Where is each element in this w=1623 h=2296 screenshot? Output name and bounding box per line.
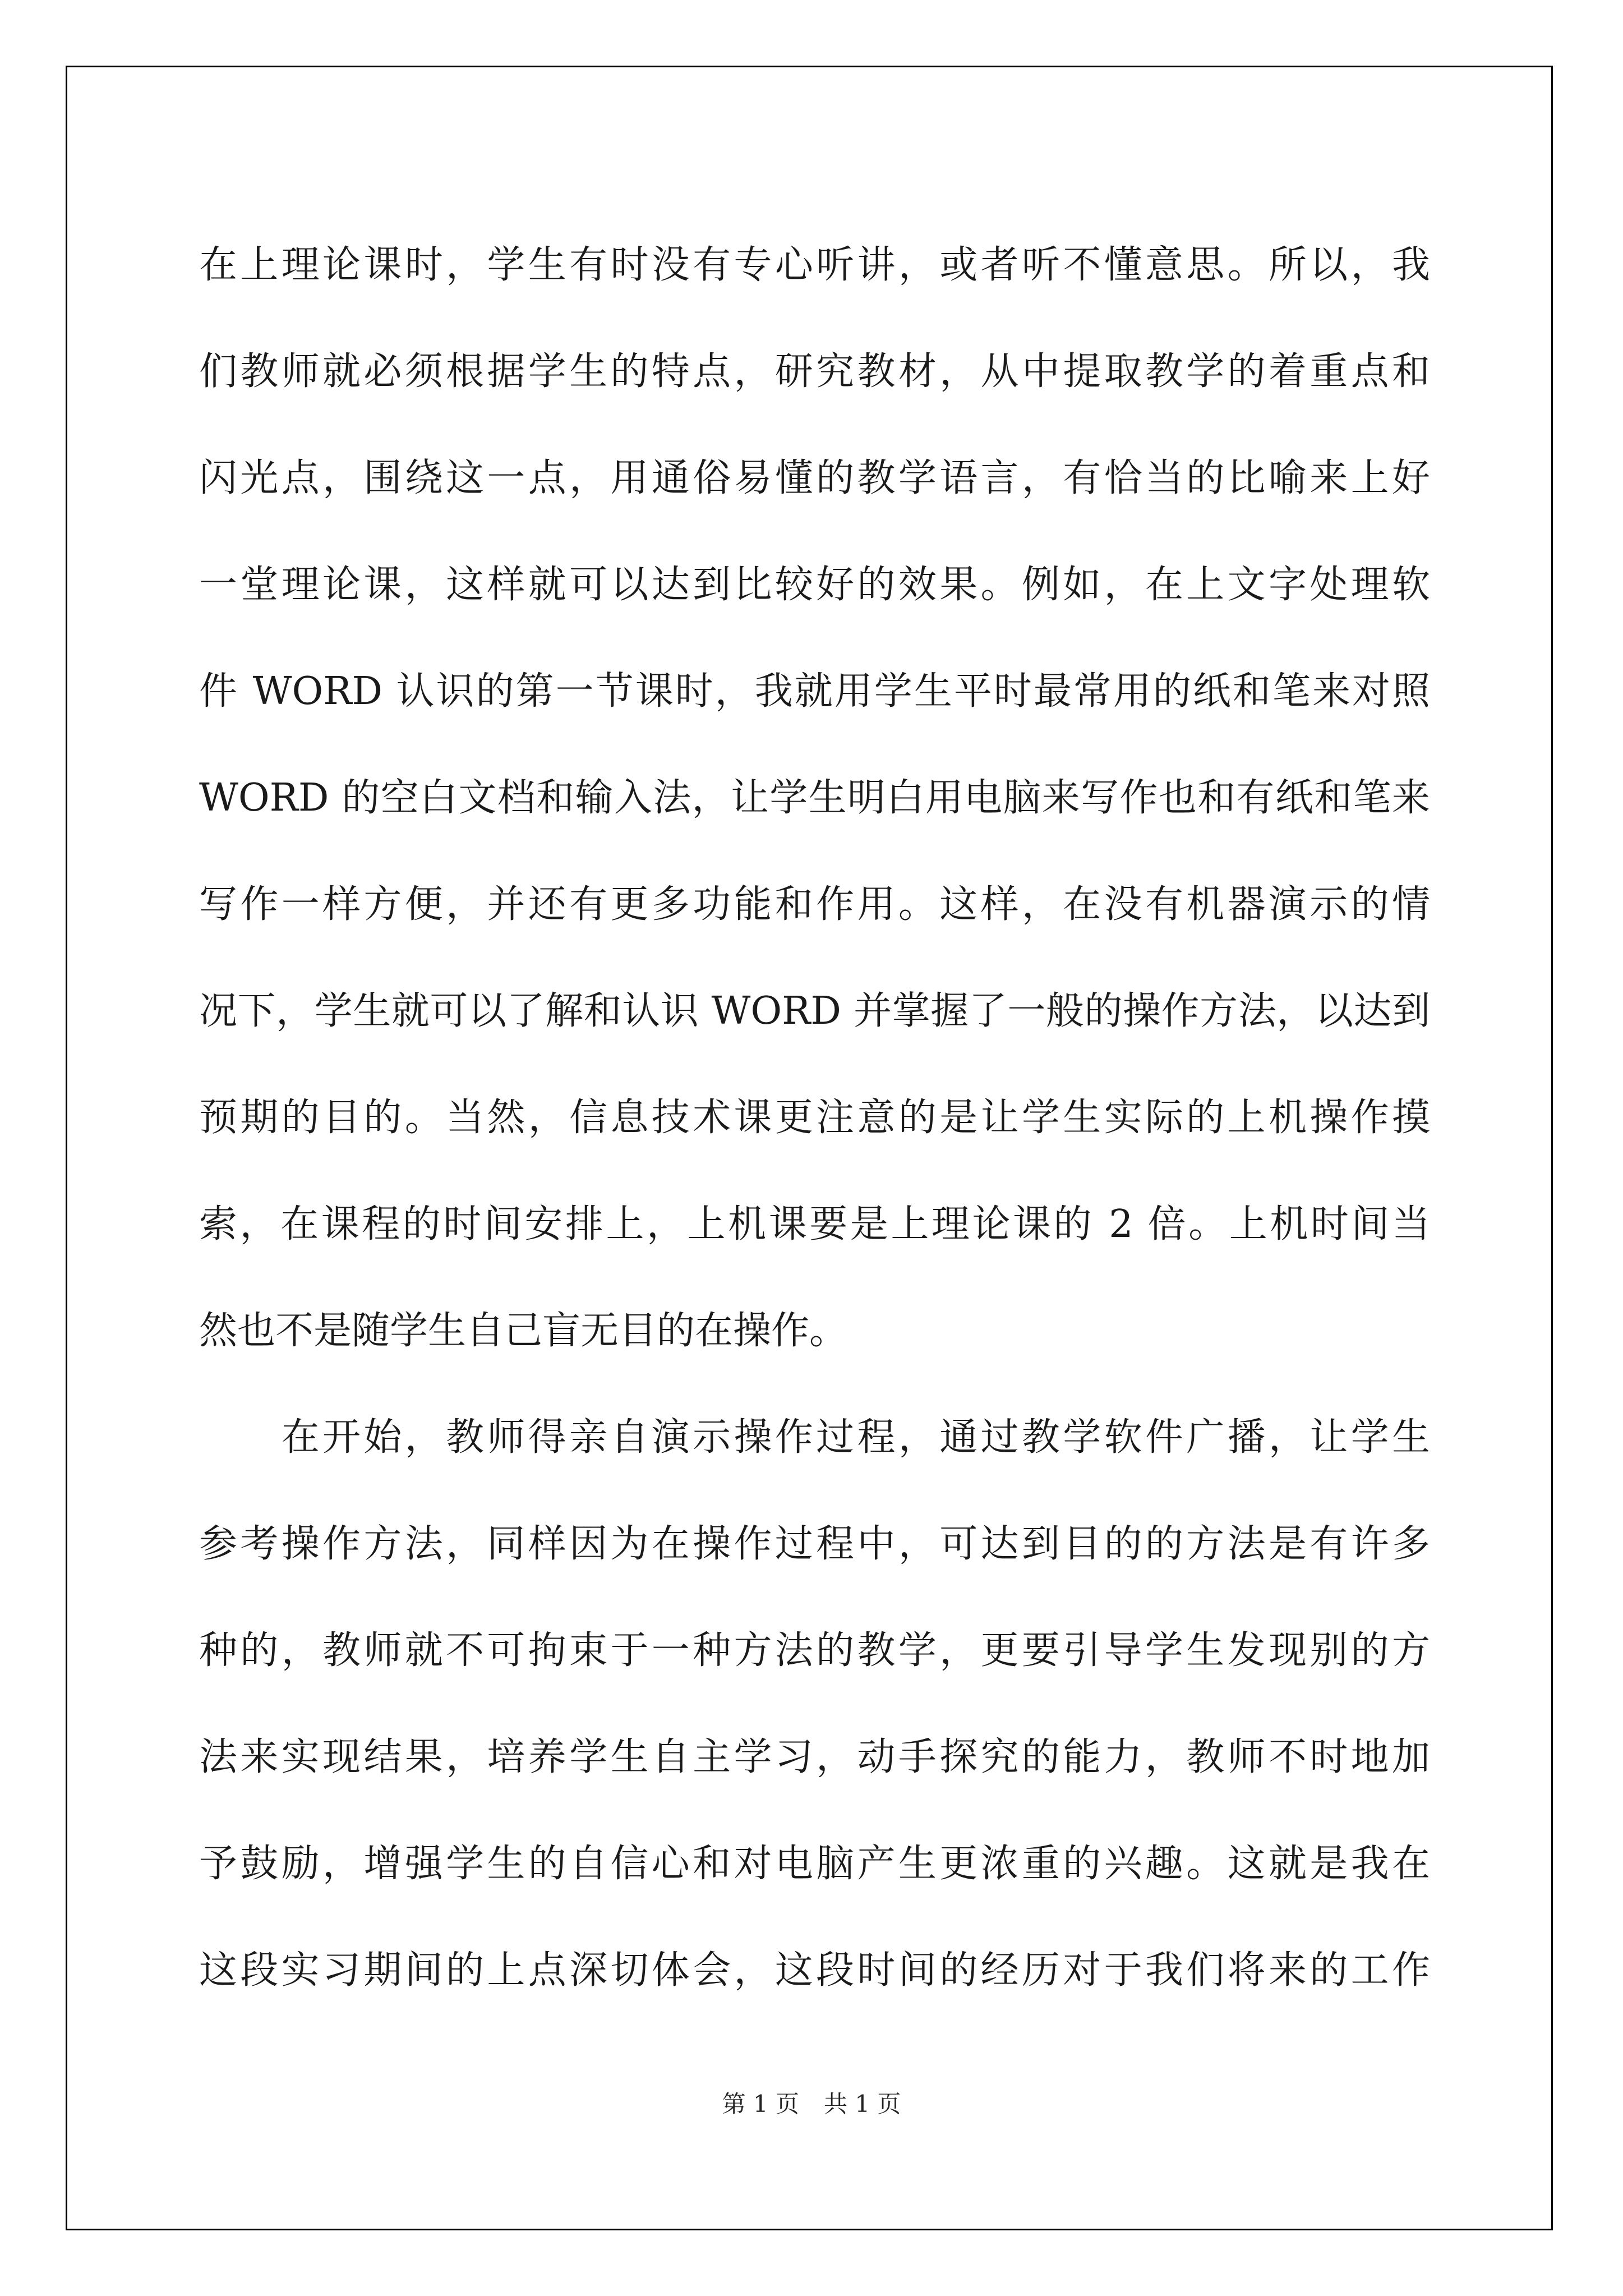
- paragraph-1: [199, 212, 1430, 1384]
- text-line: WORD 的空白文档和输入法，让学生明白用电脑来写作也和有纸和笔来: [199, 776, 1430, 820]
- text-line: 写作一样方便，并还有更多功能和作用。这样，在没有机器演示的情: [199, 882, 1430, 927]
- page-total: 共 1 页: [824, 2090, 901, 2118]
- document-body: [199, 212, 1430, 2024]
- text-line: 况下，学生就可以了解和认识 WORD 并掌握了一般的操作方法，以达到: [199, 989, 1430, 1033]
- text-line: 闪光点，围绕这一点，用通俗易懂的教学语言，有恰当的比喻来上好: [199, 456, 1430, 500]
- text-line: 予鼓励，增强学生的自信心和对电脑产生更浓重的兴趣。这就是我在: [199, 1842, 1430, 1886]
- text-line: 索，在课程的时间安排上，上机课要是上理论课的 2 倍。上机时间当: [199, 1202, 1430, 1246]
- text-line: 这段实习期间的上点深切体会，这段时间的经历对于我们将来的工作: [199, 1948, 1430, 1993]
- text-line: 件 WORD 认识的第一节课时，我就用学生平时最常用的纸和笔来对照: [199, 669, 1430, 714]
- text-line: 在上理论课时，学生有时没有专心听讲，或者听不懂意思。所以，我: [199, 243, 1430, 287]
- text-line: 种的，教师就不可拘束于一种方法的教学，更要引导学生发现别的方: [199, 1628, 1430, 1673]
- text-line: 预期的目的。当然，信息技术课更注意的是让学生实际的上机操作摸: [199, 1096, 1430, 1140]
- page-footer: [0, 2086, 1623, 2119]
- text-line: 在开始，教师得亲自演示操作过程，通过教学软件广播，让学生: [199, 1415, 1430, 1460]
- text-line: 然也不是随学生自己盲无目的在操作。: [199, 1309, 848, 1353]
- text-line: 们教师就必须根据学生的特点，研究教材，从中提取教学的着重点和: [199, 349, 1430, 394]
- text-line: 法来实现结果，培养学生自主学习，动手探究的能力，教师不时地加: [199, 1735, 1430, 1779]
- page-number: 第 1 页: [722, 2090, 799, 2118]
- text-line: 一堂理论课，这样就可以达到比较好的效果。例如，在上文字处理软: [199, 563, 1430, 607]
- text-line: 参考操作方法，同样因为在操作过程中，可达到目的的方法是有许多: [199, 1522, 1430, 1566]
- paragraph-2: [199, 1384, 1430, 2024]
